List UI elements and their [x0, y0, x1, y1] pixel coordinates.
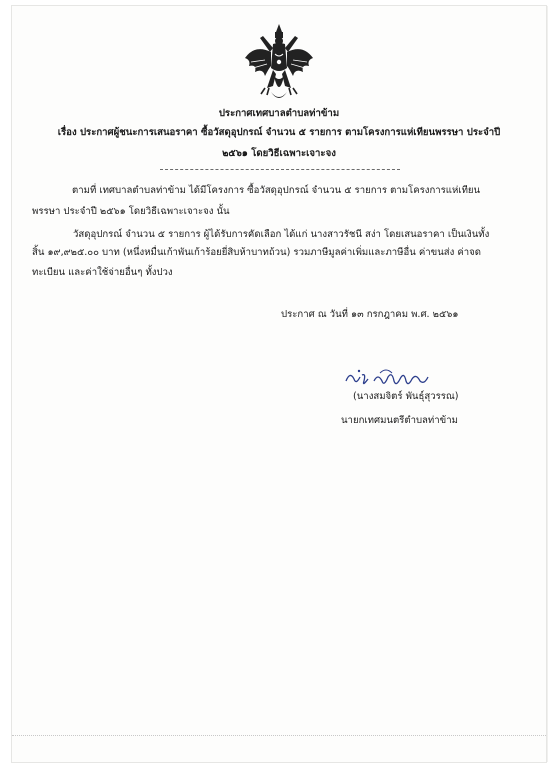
paragraph-1-line-1: ตามที่ เทศบาลตำบลท่าข้าม ได้มีโครงการ ซื้อวัสดุอุปกรณ์ จำนวน ๕ รายการ ตามโครงการแห่เทียน: [72, 185, 481, 196]
document-org-title: ประกาศเทศบาลตำบลท่าข้าม: [218, 108, 340, 119]
signer-position: นายกเทศมนตรีตำบลท่าข้าม: [341, 415, 458, 426]
paragraph-2-line-1: วัสดุอุปกรณ์ จำนวน ๕ รายการ ผู้ได้รับการคัดเลือก ได้แก่ นางสาวรัชนี สง่า โดยเสนอราคา เป็นเงินทั้ง: [73, 229, 490, 240]
paragraph-2-line-3: ทะเบียน และค่าใช้จ่ายอื่นๆ ทั้งปวง: [32, 267, 173, 278]
header-divider: [160, 169, 400, 170]
paragraph-2-line-2: สิ้น ๑๙,๙๒๕.๐๐ บาท (หนึ่งหมื่นเก้าพันเก้าร้อยยี่สิบห้าบาทถ้วน) รวมภาษีมูลค่าเพิ่มและภาษีอื่น ค่าขนส่ง ค่าจด: [32, 247, 482, 258]
paragraph-1-line-2: พรรษา ประจำปี ๒๕๖๑ โดยวิธีเฉพาะเจาะจง นั้น: [32, 206, 230, 217]
announcement-date: ประกาศ ณ วันที่ ๑๓ กรกฎาคม พ.ศ. ๒๕๖๑: [281, 309, 459, 320]
document-subject-line-2: ๒๕๖๑ โดยวิธีเฉพาะเจาะจง: [222, 148, 336, 159]
document-subject-line-1: เรื่อง ประกาศผู้ชนะการเสนอราคา ซื้อวัสดุอุปกรณ์ จำนวน ๕ รายการ ตามโครงการแห่เทียนพรรษา ประจำปี: [57, 127, 501, 138]
signer-name: (นางสมจิตร์ พันธุ์สุวรรณ): [353, 391, 459, 402]
garuda-emblem-icon: [243, 22, 315, 102]
scan-edge: [12, 735, 546, 736]
handwritten-signature: [340, 365, 432, 393]
